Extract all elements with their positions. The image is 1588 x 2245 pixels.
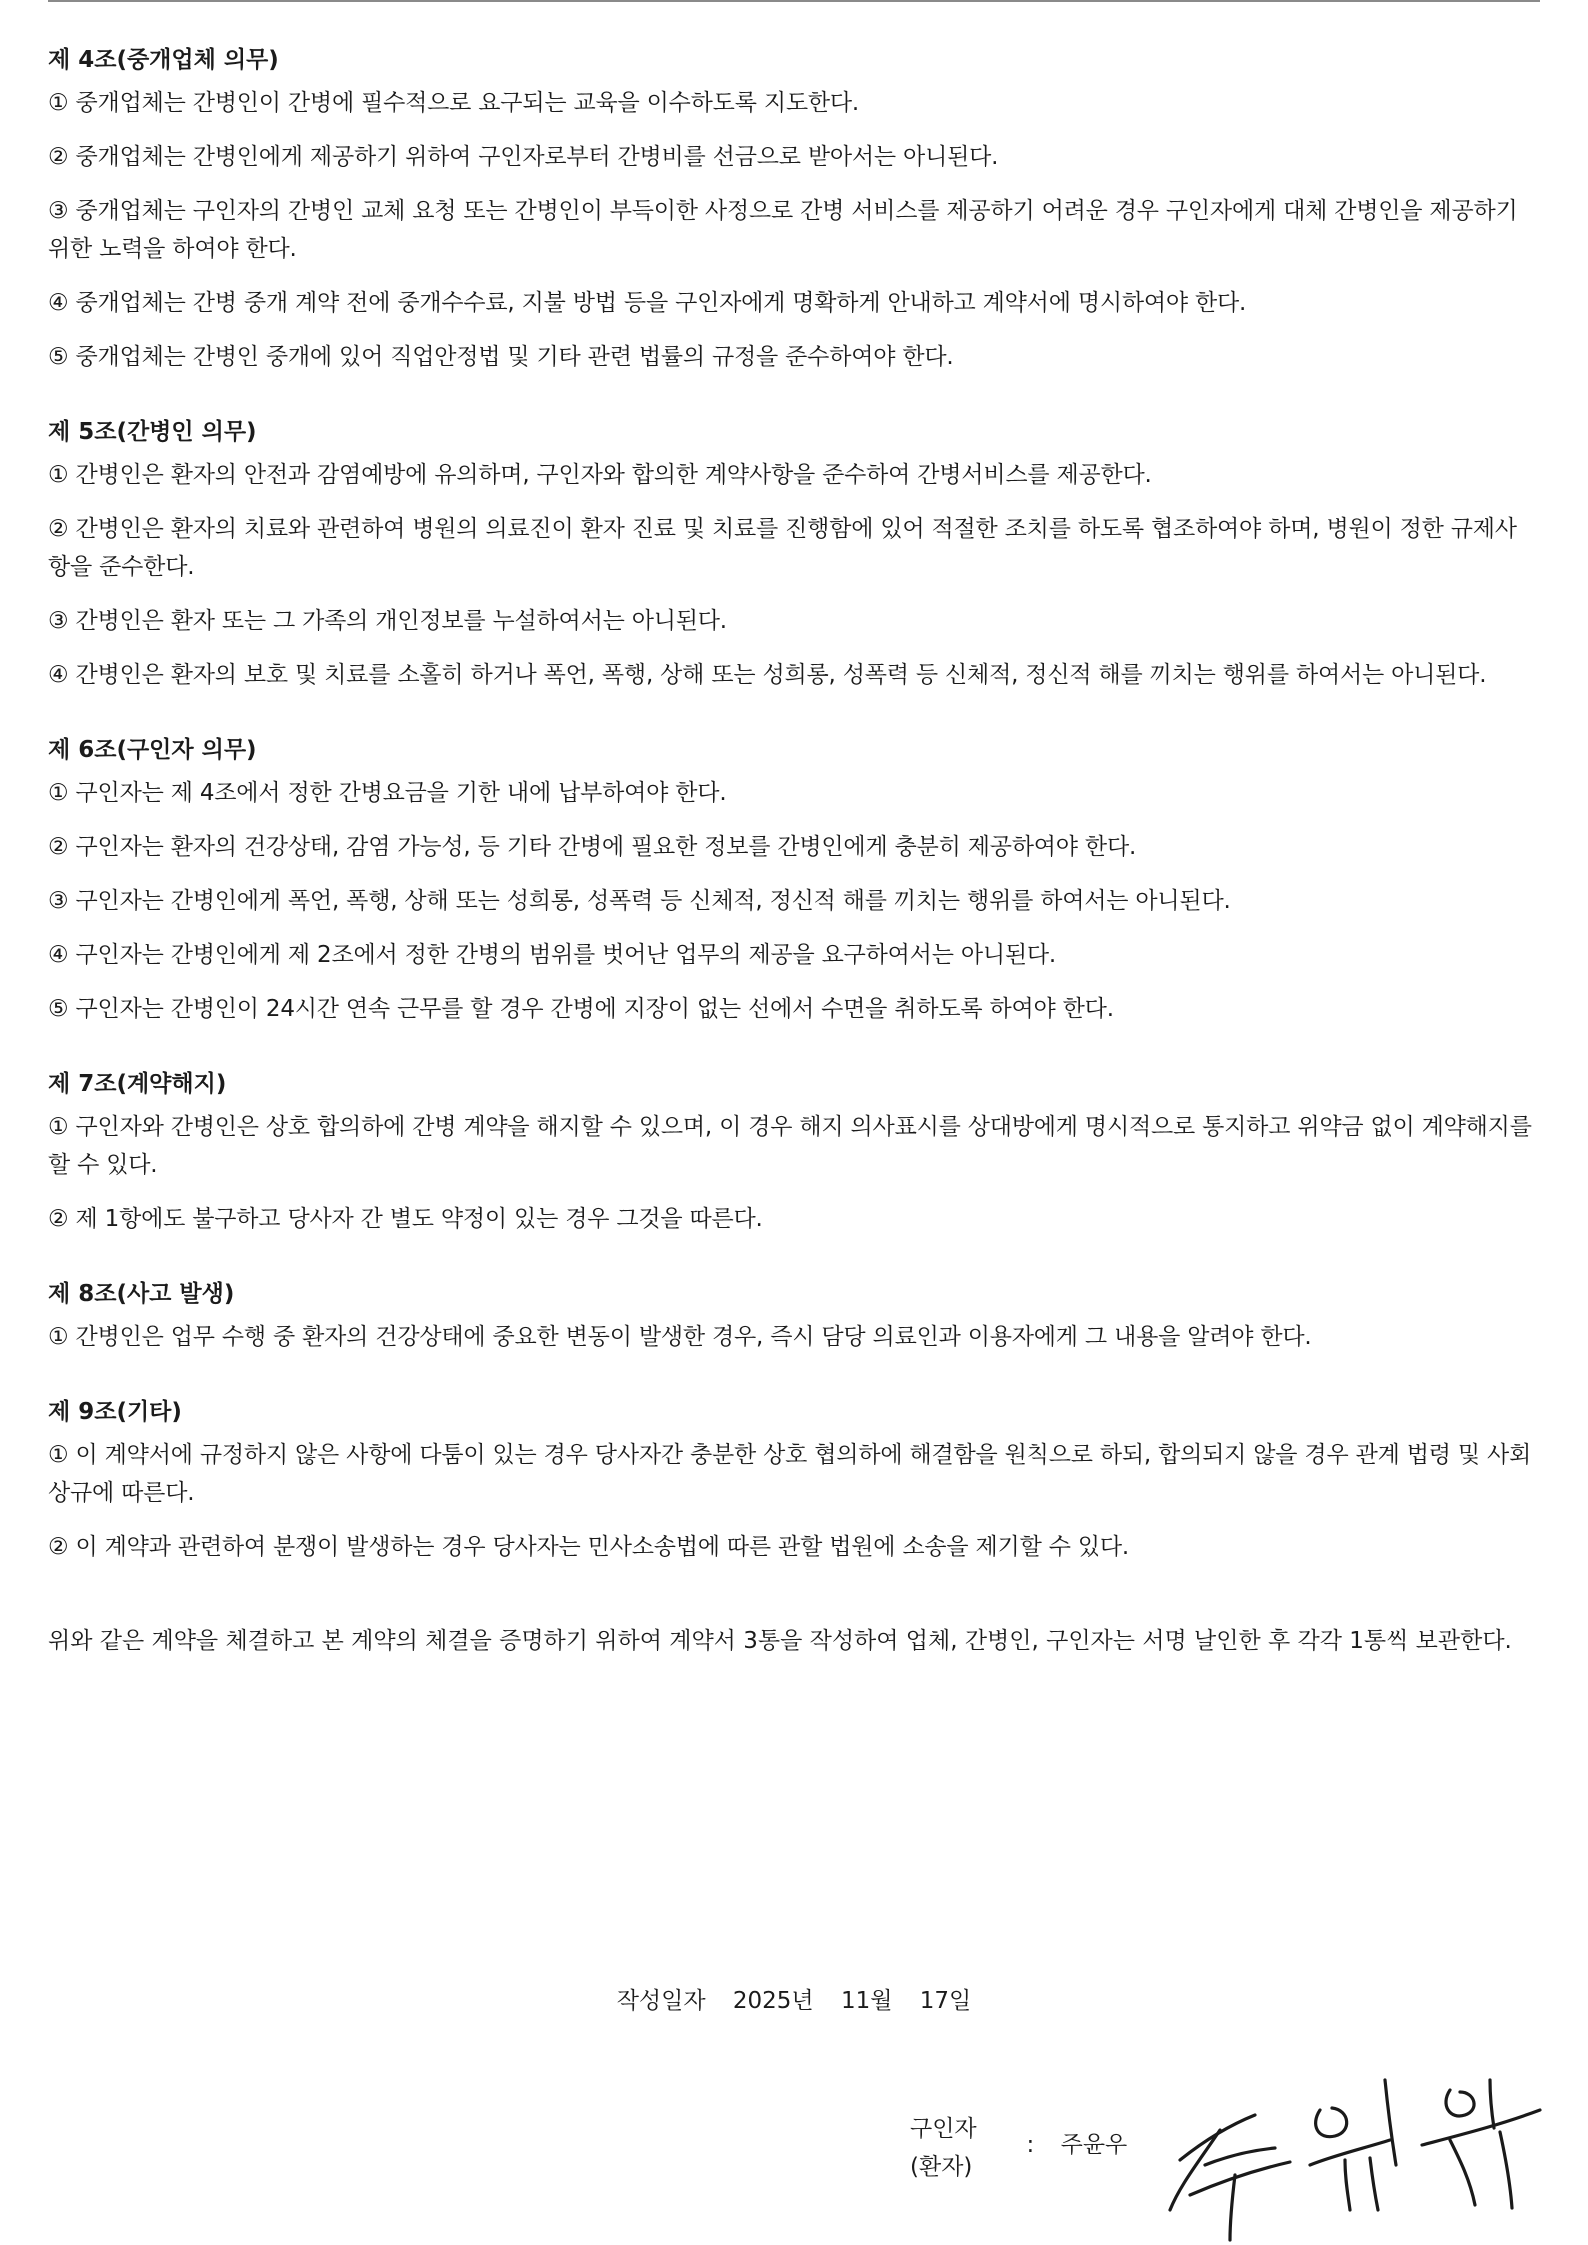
signer-role — [910, 2110, 1000, 2186]
top-divider — [48, 0, 1540, 2]
signer-role-line2: (환자) — [910, 2154, 973, 2180]
article-section — [48, 40, 1538, 376]
article-section — [48, 1064, 1538, 1238]
signing-date — [0, 1982, 1588, 2020]
contract-sections — [48, 40, 1538, 1566]
article-clause: ① 중개업체는 간병인이 간병에 필수적으로 요구되는 교육을 이수하도록 지도한다. — [48, 90, 860, 116]
article-title: 제 4조(중개업체 의무) — [48, 47, 279, 73]
contract-document — [48, 40, 1538, 1683]
closing-statement: 위와 같은 계약을 체결하고 본 계약의 체결을 증명하기 위하여 계약서 3통을 작성하여 업체, 간병인, 구인자는 서명 날인한 후 각각 1통씩 보관한다. — [48, 1628, 1512, 1654]
signer-colon: : — [1026, 2132, 1035, 2158]
article-title: 제 6조(구인자 의무) — [48, 737, 257, 763]
article-title: 제 5조(간병인 의무) — [48, 419, 257, 445]
article-clause: ② 이 계약과 관련하여 분쟁이 발생하는 경우 당사자는 민사소송법에 따른 관할 법원에 소송을 제기할 수 있다. — [48, 1534, 1129, 1560]
article-clause: ② 중개업체는 간병인에게 제공하기 위하여 구인자로부터 간병비를 선금으로 받아서는 아니된다. — [48, 144, 999, 170]
article-clause: ① 구인자는 제 4조에서 정한 간병요금을 기한 내에 납부하여야 한다. — [48, 780, 727, 806]
article-clause: ② 간병인은 환자의 치료와 관련하여 병원의 의료진이 환자 진료 및 치료를 진행함에 있어 적절한 조치를 하도록 협조하여야 하며, 병원이 정한 규제사항을 준수한다. — [48, 516, 1517, 580]
article-clause: ③ 구인자는 간병인에게 폭언, 폭행, 상해 또는 성희롱, 성폭력 등 신체적, 정신적 해를 끼치는 행위를 하여서는 아니된다. — [48, 888, 1231, 914]
article-clause: ⑤ 중개업체는 간병인 중개에 있어 직업안정법 및 기타 관련 법률의 규정을 준수하여야 한다. — [48, 344, 954, 370]
article-clause: ② 제 1항에도 불구하고 당사자 간 별도 약정이 있는 경우 그것을 따른다. — [48, 1206, 763, 1232]
article-clause: ⑤ 구인자는 간병인이 24시간 연속 근무를 할 경우 간병에 지장이 없는 선에서 수면을 취하도록 하여야 한다. — [48, 996, 1114, 1022]
signer-name: 주윤우 — [1060, 2132, 1128, 2158]
article-clause: ④ 중개업체는 간병 중개 계약 전에 중개수수료, 지불 방법 등을 구인자에게 명확하게 안내하고 계약서에 명시하여야 한다. — [48, 290, 1247, 316]
article-section — [48, 730, 1538, 1028]
article-clause: ③ 중개업체는 구인자의 간병인 교체 요청 또는 간병인이 부득이한 사정으로 간병 서비스를 제공하기 어려운 경우 구인자에게 대체 간병인을 제공하기 위한 노력을 하여야 한다. — [48, 198, 1518, 262]
article-section — [48, 1392, 1538, 1566]
handwritten-signature — [1160, 2070, 1550, 2245]
article-clause: ② 구인자는 환자의 건강상태, 감염 가능성, 등 기타 간병에 필요한 정보를 간병인에게 충분히 제공하여야 한다. — [48, 834, 1137, 860]
article-clause: ① 구인자와 간병인은 상호 합의하에 간병 계약을 해지할 수 있으며, 이 경우 해지 의사표시를 상대방에게 명시적으로 통지하고 위약금 없이 계약해지를 할 수 있다. — [48, 1114, 1532, 1178]
article-clause: ④ 구인자는 간병인에게 제 2조에서 정한 간병의 범위를 벗어난 업무의 제공을 요구하여서는 아니된다. — [48, 942, 1057, 968]
article-clause: ③ 간병인은 환자 또는 그 가족의 개인정보를 누설하여서는 아니된다. — [48, 608, 727, 634]
article-clause: ① 간병인은 환자의 안전과 감염예방에 유의하며, 구인자와 합의한 계약사항을 준수하여 간병서비스를 제공한다. — [48, 462, 1152, 488]
signer-block — [910, 2110, 1127, 2186]
article-title: 제 8조(사고 발생) — [48, 1281, 235, 1307]
date-year: 2025년 — [732, 1988, 814, 2014]
date-month: 11월 — [840, 1988, 893, 2014]
article-section — [48, 412, 1538, 694]
article-section — [48, 1274, 1538, 1356]
article-title: 제 9조(기타) — [48, 1399, 182, 1425]
signer-role-line1: 구인자 — [910, 2116, 977, 2142]
article-title: 제 7조(계약해지) — [48, 1071, 227, 1097]
article-clause: ① 간병인은 업무 수행 중 환자의 건강상태에 중요한 변동이 발생한 경우, 즉시 담당 의료인과 이용자에게 그 내용을 알려야 한다. — [48, 1324, 1312, 1350]
article-clause: ④ 간병인은 환자의 보호 및 치료를 소홀히 하거나 폭언, 폭행, 상해 또는 성희롱, 성폭력 등 신체적, 정신적 해를 끼치는 행위를 하여서는 아니된다. — [48, 662, 1487, 688]
date-label: 작성일자 — [616, 1988, 706, 2014]
article-clause: ① 이 계약서에 규정하지 않은 사항에 다툼이 있는 경우 당사자간 충분한 상호 협의하에 해결함을 원칙으로 하되, 합의되지 않을 경우 관계 법령 및 사회상규에 따른다. — [48, 1442, 1532, 1506]
date-day: 17일 — [919, 1988, 972, 2014]
